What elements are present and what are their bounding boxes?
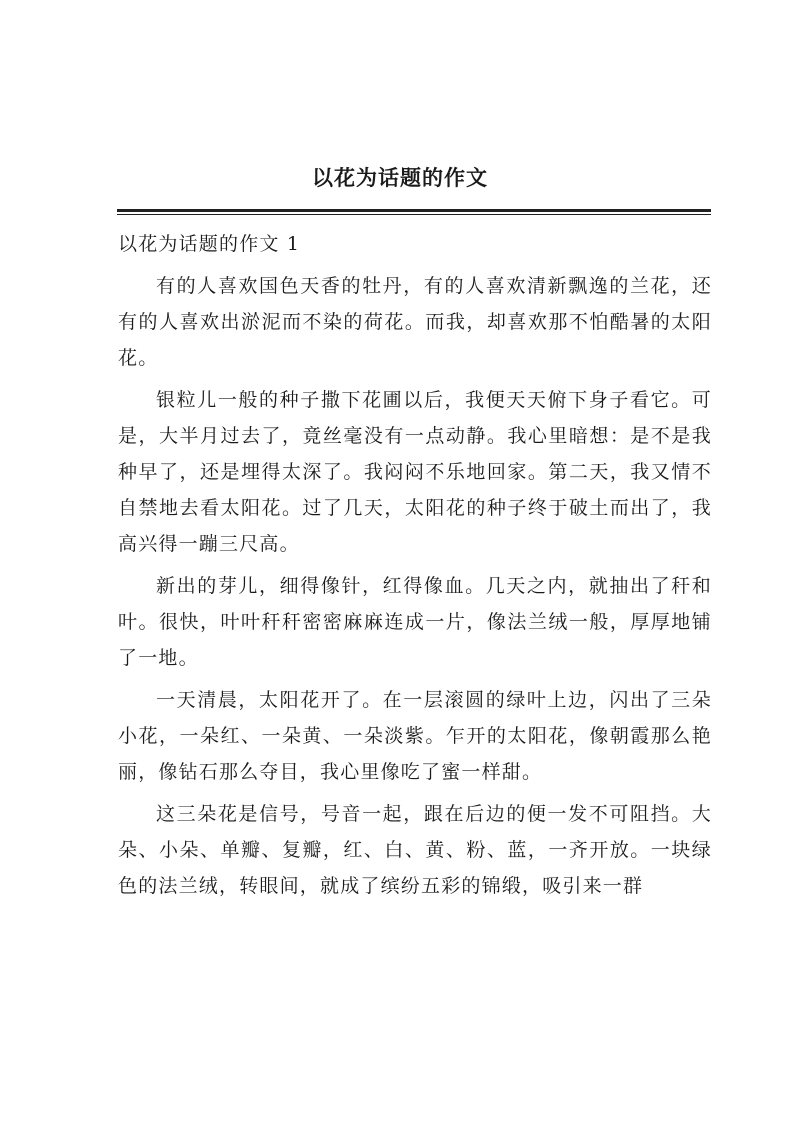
document-body: [118, 226, 712, 910]
paragraph-3: 新出的芽儿，细得像针，红得像血。几天之内，就抽出了秆和叶。很快，叶叶秆秆密密麻麻连成一片，像法兰绒一般，厚厚地铺了一地。: [118, 575, 712, 669]
paragraph-1: 有的人喜欢国色天香的牡丹，有的人喜欢清新飘逸的兰花，还有的人喜欢出淤泥而不染的荷花。而我，却喜欢那不怕酷暑的太阳花。: [118, 275, 712, 369]
paragraph-5: 这三朵花是信号，号音一起，跟在后边的便一发不可阻挡。大朵、小朵、单瓣、复瓣，红、白、黄、粉、蓝，一齐开放。一块绿色的法兰绒，转眼间，就成了缤纷五彩的锦缎，吸引来一群: [118, 803, 712, 897]
title-divider-thick: [117, 209, 711, 212]
document-title: 以花为话题的作文: [312, 165, 488, 190]
paragraph-4: 一天清晨，太阳花开了。在一层滚圆的绿叶上边，闪出了三朵小花，一朵红、一朵黄、一朵淡紫。乍开的太阳花，像朝霞那么艳丽，像钻石那么夺目，我心里像吃了蜜一样甜。: [118, 689, 712, 783]
title-divider-thin: [117, 214, 711, 215]
paragraph-2: 银粒儿一般的种子撒下花圃以后，我便天天俯下身子看它。可是，大半月过去了，竟丝毫没有一点动静。我心里暗想：是不是我种早了，还是埋得太深了。我闷闷不乐地回家。第二天，我又情不自禁地去看太阳花。过了几天，太阳花的种子终于破土而出了，我高兴得一蹦三尺高。: [118, 389, 712, 555]
section-heading: 以花为话题的作文 1: [118, 233, 301, 255]
